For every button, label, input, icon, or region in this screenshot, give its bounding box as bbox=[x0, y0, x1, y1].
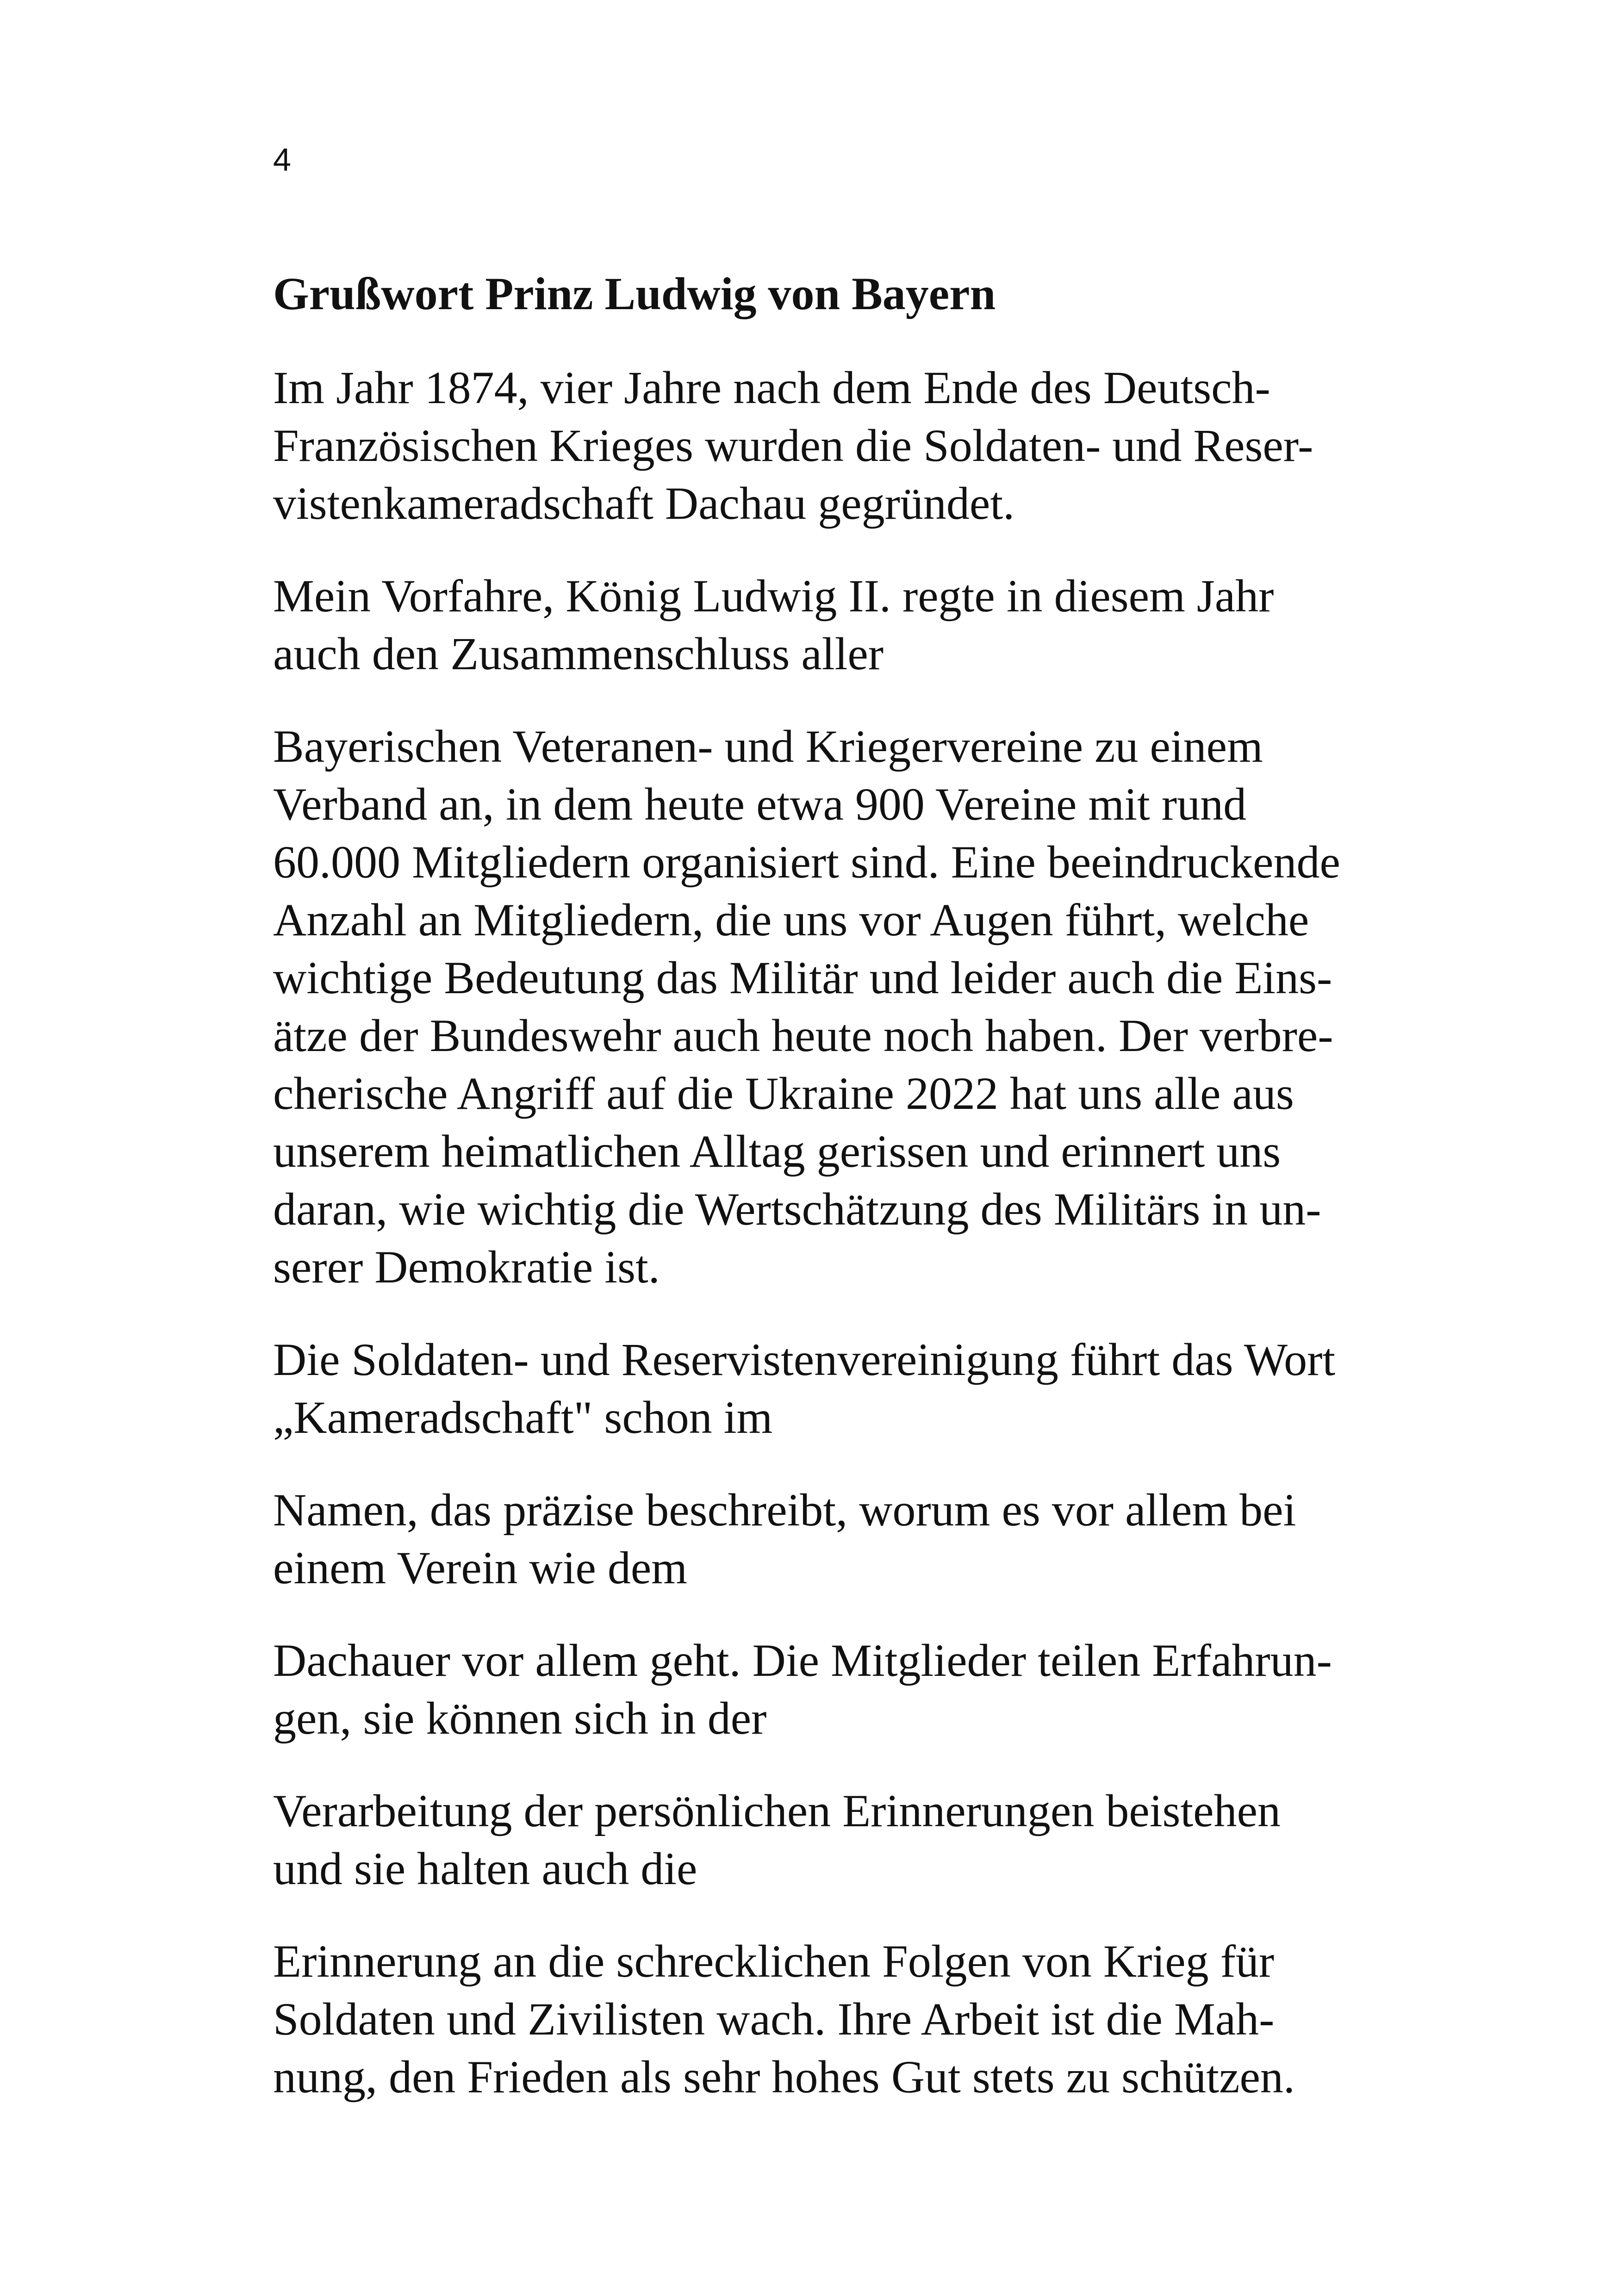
text-line: cherische Angriff auf die Ukraine 2022 hat uns alle aus bbox=[273, 1068, 1294, 1119]
paragraph bbox=[273, 567, 1384, 683]
text-line: Soldaten und Zivilisten wach. Ihre Arbeit ist die Mah- bbox=[273, 1993, 1275, 2045]
text-line: einem Verein wie dem bbox=[273, 1542, 688, 1593]
text-line: Mein Vorfahre, König Ludwig II. regte in diesem Jahr bbox=[273, 570, 1274, 622]
text-line: gen, sie können sich in der bbox=[273, 1692, 767, 1744]
paragraph bbox=[273, 1631, 1384, 1747]
text-line: Anzahl an Mitgliedern, die uns vor Augen führt, welche bbox=[273, 894, 1309, 946]
paragraph bbox=[273, 717, 1384, 1296]
paragraph bbox=[273, 1782, 1384, 1898]
text-line: unserem heimatlichen Alltag gerissen und erinnert uns bbox=[273, 1126, 1281, 1177]
text-line: „Kameradschaft" schon im bbox=[273, 1392, 773, 1443]
text-line: auch den Zusammenschluss aller bbox=[273, 628, 884, 679]
text-line: Die Soldaten- und Reservistenvereinigung führt das Wort bbox=[273, 1334, 1336, 1385]
text-line: ätze der Bundeswehr auch heute noch haben. Der verbre- bbox=[273, 1010, 1333, 1061]
page-title: Grußwort Prinz Ludwig von Bayern bbox=[273, 268, 996, 319]
page-number: 4 bbox=[273, 142, 291, 178]
paragraph bbox=[273, 1481, 1384, 1597]
text-line: 60.000 Mitgliedern organisiert sind. Eine beeindruckende bbox=[273, 836, 1340, 888]
text-line: Verarbeitung der persönlichen Erinnerungen beistehen bbox=[273, 1785, 1281, 1836]
text-line: Dachauer vor allem geht. Die Mitglieder teilen Erfahrun- bbox=[273, 1635, 1332, 1686]
text-line: Französischen Krieges wurden die Soldaten- und Reser- bbox=[273, 420, 1313, 471]
text-line: und sie halten auch die bbox=[273, 1843, 697, 1894]
text-line: Bayerischen Veteranen- und Kriegervereine zu einem bbox=[273, 721, 1263, 772]
paragraph bbox=[273, 1932, 1384, 2106]
text-line: Erinnerung an die schrecklichen Folgen von Krieg für bbox=[273, 1935, 1275, 1987]
text-line: vistenkameradschaft Dachau gegründet. bbox=[273, 478, 1015, 529]
text-line: Namen, das präzise beschreibt, worum es vor allem bei bbox=[273, 1484, 1296, 1536]
text-line: Im Jahr 1874, vier Jahre nach dem Ende des Deutsch- bbox=[273, 362, 1270, 413]
paragraph bbox=[273, 359, 1384, 532]
paragraph bbox=[273, 1331, 1384, 1446]
paragraph-list bbox=[273, 359, 1384, 2106]
text-line: wichtige Bedeutung das Militär und leider auch die Eins- bbox=[273, 952, 1332, 1003]
document-body bbox=[273, 264, 1384, 2140]
text-line: nung, den Frieden als sehr hohes Gut stets zu schützen. bbox=[273, 2051, 1295, 2103]
text-line: daran, wie wichtig die Wertschätzung des Militärs in un- bbox=[273, 1183, 1321, 1235]
text-line: serer Demokratie ist. bbox=[273, 1241, 660, 1293]
text-line: Verband an, in dem heute etwa 900 Vereine mit rund bbox=[273, 778, 1247, 830]
